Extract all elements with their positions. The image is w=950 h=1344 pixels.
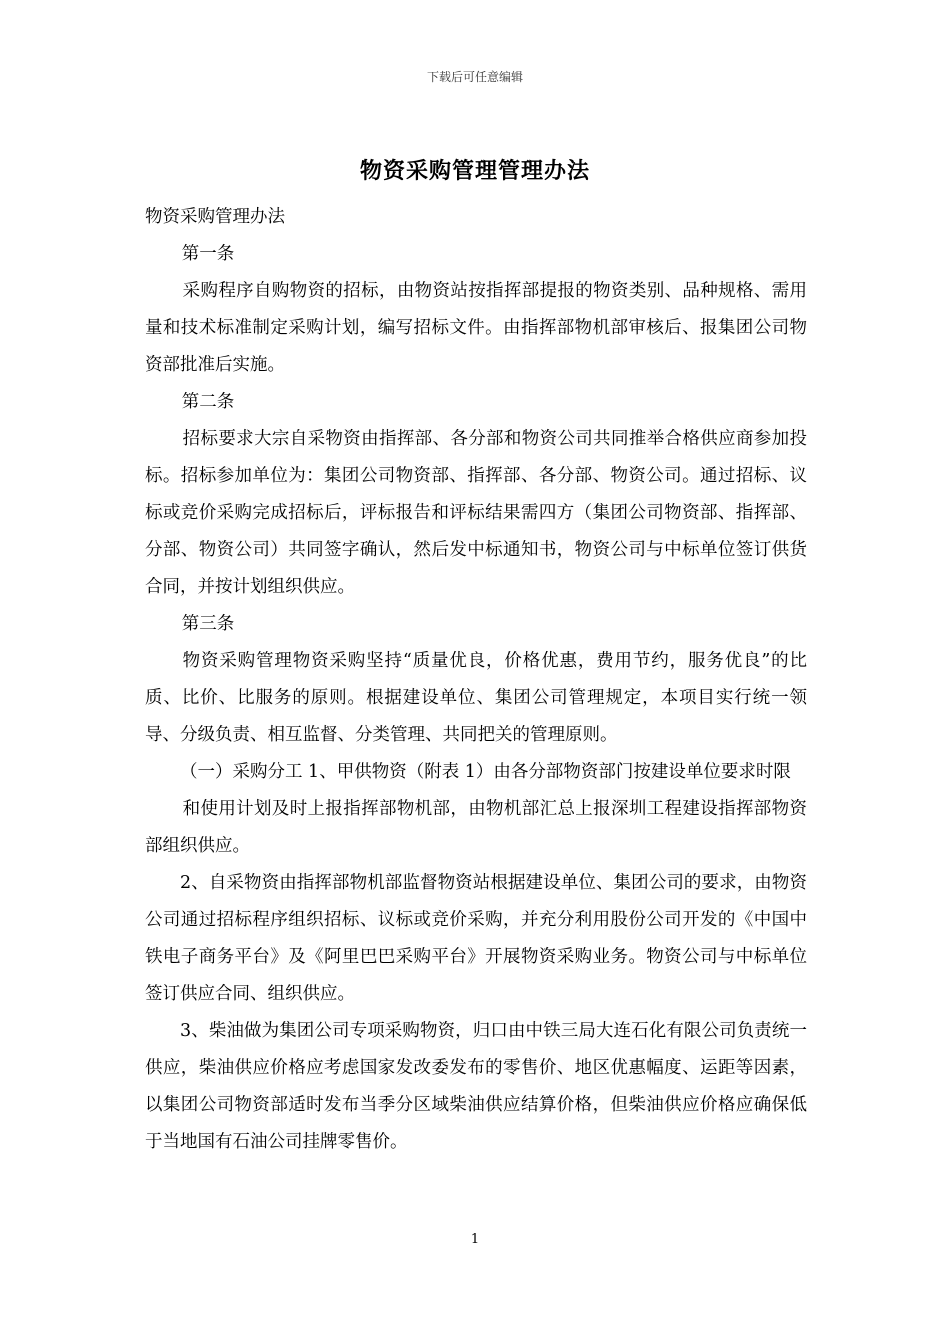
article-paragraph: 物资采购管理物资采购坚持“质量优良，价格优惠，费用节约，服务优良”的比质、比价、比服务的原则。根据建设单位、集团公司管理规定，本项目实行统一领导、分级负责、相互监督、分类管理、共同把关的管理原则。 (145, 651, 807, 745)
article-paragraph: 3、柴油做为集团公司专项采购物资，归口由中铁三局大连石化有限公司负责统一供应，柴油供应价格应考虑国家发改委发布的零售价、地区优惠幅度、运距等因素，以集团公司物资部适时发布当季分区域柴油供应结算价格，但柴油供应价格应确保低于当地国有石油公司挂牌零售价。 (145, 1021, 807, 1152)
document-title: 物资采购管理管理办法 (359, 158, 590, 184)
article-heading-2: 第二条 (181, 392, 235, 412)
article-paragraph: 招标要求大宗自采物资由指挥部、各分部和物资公司共同推举合格供应商参加投标。招标参加单位为：集团公司物资部、指挥部、各分部、物资公司。通过招标、议标或竞价采购完成招标后，评标报告和评标结果需四方（集团公司物资部、指挥部、分部、物资公司）共同签字确认，然后发中标通知书，物资公司与中标单位签订供货合同，并按计划组织供应。 (145, 429, 807, 597)
page-number: 1 (470, 1232, 480, 1247)
article-heading-1: 第一条 (181, 244, 235, 264)
article-heading-3: 第三条 (181, 614, 235, 634)
document-body (145, 199, 807, 1161)
article-paragraph: 采购程序自购物资的招标，由物资站按指挥部提报的物资类别、品种规格、需用量和技术标准制定采购计划，编写招标文件。由指挥部物机部审核后、报集团公司物资部批准后实施。 (145, 281, 807, 375)
article-paragraph: （一）采购分工 1、甲供物资（附表 1）由各分部物资部门按建设单位要求时限 (180, 762, 791, 782)
subtitle-paragraph: 物资采购管理办法 (145, 207, 285, 227)
download-note: 下载后可任意编辑 (426, 70, 523, 84)
article-paragraph: 2、自采物资由指挥部物机部监督物资站根据建设单位、集团公司的要求，由物资公司通过招标程序组织招标、议标或竞价采购，并充分利用股份公司开发的《中国中铁电子商务平台》及《阿里巴巴采购平台》开展物资采购业务。物资公司与中标单位签订供应合同、组织供应。 (145, 873, 807, 1004)
article-paragraph: 和使用计划及时上报指挥部物机部，由物机部汇总上报深圳工程建设指挥部物资部组织供应。 (145, 799, 807, 856)
